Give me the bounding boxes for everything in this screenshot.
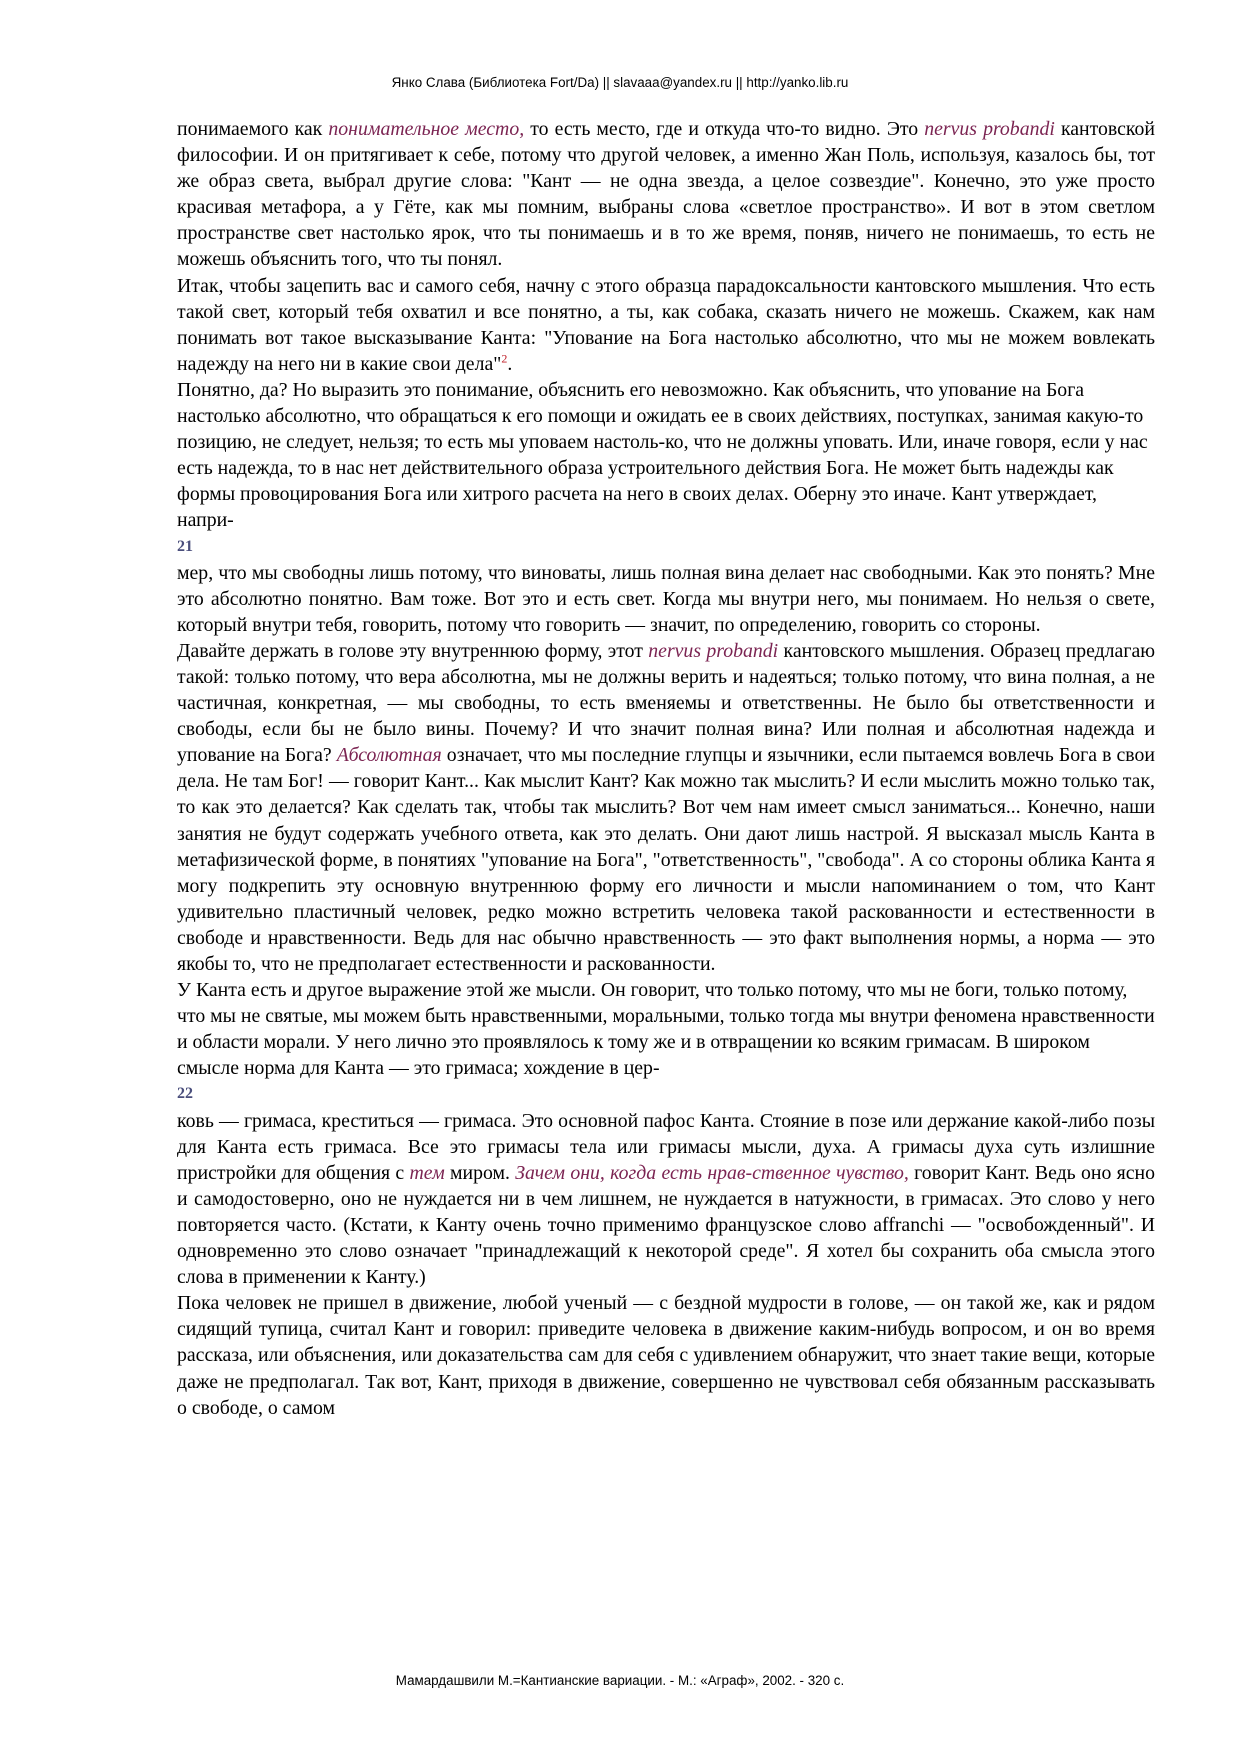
term-nervus-probandi: nervus probandi [648,639,779,662]
text-run: кантовского мышления. Образец предлагаю такой: только потому, что вера абсолютна, мы не должны верить и надеяться; только потому, что вина полная, а не частичная, конкретная, — мы свободны, то есть вменяемы и ответственны. Не было бы ответственности и свободы, если бы не было вины. Почему? И что значит полная вина? Или полная и абсолютная надежда и упование на Бога? [177,639,1155,767]
term-nervus-probandi: nervus probandi [924,118,1055,140]
text-run: Давайте держать в голове эту внутреннюю форму, этот [177,639,649,662]
text-run: . [507,352,513,375]
paragraph-8: Пока человек не пришел в движение, любой ученый — с бездной мудрости в голове, — он такой же, как и рядом сидящий тупица, считал Кант и говорил: приведите человека в движение каким-нибудь вопросом, и он во время рассказа, или объяснения, или доказательства сам для себя с удивлением обнаружит, что знает такие вещи, которые даже не предполагал. Так вот, Кант, приходя в движение, совершенно не чувствовал себя обязанным рассказывать о свободе, о самом [177,1292,1155,1419]
text-run: означает, что мы последние глупцы и язычники, если пытаемся вовлечь Бога в свои дела. Не там Бог! — говорит Кант... Как мыслит Кант? Как можно так мыслить? И если мыслить можно только так, то как это делается? Как сделать так, чтобы так мыслить? Вот чем нам имеет смысл заниматься... Конечно, наши занятия не будут содержать учебного ответа, как это делать. Они дают лишь настрой. Я высказал мысль Канта в метафизической форме, в понятиях "упование на Бога", "ответственность", "свобода". А со стороны облика Канта я могу подкрепить эту основную внутреннюю форму его личности и мысли напоминанием о том, что Кант удивительно пластичный человек, редко можно встретить человека такой раскованности и естественности в свободе и нравственности. Ведь для нас обычно нравственность — это факт выполнения нормы, а норма — это якобы то, что не предполагает естественности и раскованности. [177,744,1155,975]
text-run: понимаемого как [177,118,329,140]
page-header: Янко Слава (Библиотека Fort/Da) || slavaaa@yandex.ru || http://yanko.lib.ru [391,75,849,90]
term-absolyutnaya: Абсолютная [336,744,442,767]
text-run: то есть место, где и откуда что-то видно. Это [524,118,925,140]
body-text [177,116,1155,1421]
paragraph-6: У Канта есть и другое выражение этой же мысли. Он говорит, что только потому, что мы не боги, только потому, что мы не святые, мы можем быть нравственными, моральными, только тогда мы внутри феномена нравственности и области морали. У него лично это проявлялось к тому же и в отвращении ко всяким гримасам. В широком смысле норма для Канта — это гримаса; хождение в цер- [177,979,1155,1080]
page-number-marker: 22 [177,1085,193,1103]
text-run: говорит Кант. Ведь оно ясно и самодостоверно, оно не нуждается ни в чем лишнем, не нуждается в натужности, в гримасах. Это слово у него повторяется часто. (Кстати, к Канту очень точно применимо французское слово affranchi — "освобожденный". И одновременно это слово означает "принадлежащий к некоторой среде". Я хотел бы сохранить оба смысла этого слова в применении к Канту.) [177,1161,1155,1289]
text-run: ковь — гримаса, креститься — гримаса. Это основной пафос Канта. Стояние в позе или держание какой-либо позы для Канта есть гримаса. Все это гримасы тела или гримасы мысли, духа. А гримасы духа суть излишние пристройки для общения с [177,1109,1155,1184]
text-run: кантовской философии. И он притягивает к себе, потому что другой человек, а именно Жан Поль, используя, казалось бы, тот же образ света, выбрал другие слова: "Кант — не одна звезда, а целое созвездие". Конечно, это уже просто красивая метафора, а у Гёте, как мы помним, выбраны слова «светлое пространство». И вот в этом светлом пространстве свет настолько ярок, что ты понимаешь и в то же время, поняв, ничего не понимаешь, то есть не можешь объяснить того, что ты понял. [177,118,1155,271]
paragraph-5 [177,638,1155,977]
text-run: миром. [444,1161,516,1184]
page-footer: Мамардашвили М.=Кантианские вариации. - М.: «Аграф», 2002. - 320 с. [395,1673,845,1688]
paragraph-7 [177,1108,1155,1291]
paragraph-3: Понятно, да? Но выразить это понимание, объяснить его невозможно. Как объяснить, что упование на Бога настолько абсолютно, что обращаться к его помощи и ожидать ее в своих действиях, поступках, занимая какую-то позицию, не следует, нельзя; то есть мы уповаем настоль-ко, что не должны уповать. Или, иначе говоря, если у нас есть надежда, то в нас нет действительного образа устроительного действия Бога. Не может быть надежды как формы провоцирования Бога или хитрого расчета на него в своих делах. Оберну это иначе. Кант утверждает, напри- [177,378,1148,532]
paragraph-1 [177,116,1155,273]
term-zachem-oni: Зачем они, когда есть нрав-ственное чувство, [515,1161,909,1184]
footnote-ref[interactable]: 2 [501,351,508,366]
page-number-marker: 21 [177,537,193,555]
paragraph-2 [177,273,1155,377]
term-tem: тем [409,1161,445,1184]
paragraph-4: мер, что мы свободны лишь потому, что виноваты, лишь полная вина делает нас свободными. Как это понять? Мне это абсолютно понятно. Вам тоже. Вот это и есть свет. Когда мы внутри него, мы понимаем. Но нельзя о свете, который внутри тебя, говорить, потому что говорить — значит, по определению, говорить со стороны. [177,561,1155,636]
text-run: Итак, чтобы зацепить вас и самого себя, начну с этого образца парадоксальности кантовского мышления. Что есть такой свет, который тебя охватил и все понятно, а ты, как собака, сказать ничего не можешь. Скажем, как нам понимать вот такое высказывание Канта: "Упование на Бога настолько абсолютно, что мы не можем вовлекать надежду на него ни в какие свои дела" [177,274,1155,375]
term-ponimatelnoe-mesto: понимательное место, [328,118,525,140]
